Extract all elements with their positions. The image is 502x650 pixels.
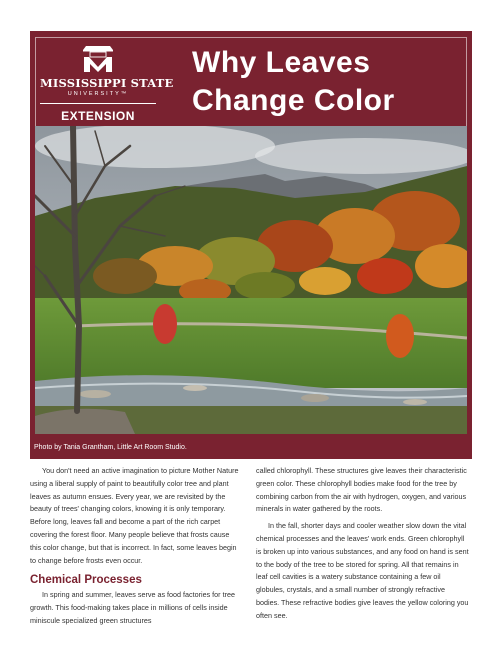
logo-extension: EXTENSION: [61, 109, 135, 123]
title-line-1: Why Leaves: [192, 46, 371, 79]
chemical-processes-paragraph: In spring and summer, leaves serve as food factories for tree growth. This food-making takes place in millions of cells inside miniscule specialized green structures: [30, 590, 235, 625]
title-line-2: Change Color: [192, 84, 395, 117]
msu-seal-icon: [78, 44, 118, 74]
landscape-illustration: [35, 126, 467, 434]
right-column: [256, 465, 470, 623]
autumn-landscape-photo: [35, 126, 467, 434]
section-heading-chemical-processes: Chemical Processes: [30, 574, 142, 587]
logo-divider: [40, 103, 156, 104]
page-title: [192, 44, 395, 120]
fall-paragraph: In the fall, shorter days and cooler weather slow down the vital chemical processes and the leaves' work ends. Green chlorophyll is broken up into various substances, and any food on hand is sent to the body of the tree to be stored for spring. All that remains in leaf cell cavities is a watery substance containing a few oil globules, crystals, and a small number of strongly refractive bodies. These refractive bodies give leaves the yellow coloring you often see.: [256, 521, 469, 620]
intro-paragraph: You don't need an active imagination to picture Mother Nature using a liberal supply of paint to beautifully color tree and plant leaves as autumn ensues. Every year, we are revisited by the beauty of trees' changing colors, knowing it is only temporary. Before long, leaves fall and become a part of the rich carpet covering the forest floor. Many people believe that frosts cause this color change, but that is incorrect. In fact, some leaves begin to change before frosts even occur.: [30, 466, 239, 565]
logo-university: UNIVERSITY™: [67, 91, 129, 97]
chlorophyll-paragraph: called chlorophyll. These structures give leaves their characteristic green color. These chlorophyll bodies make food for the tree by combining carbon from the air with hydrogen, oxygen, and various minerals in water gathered by the roots.: [256, 466, 467, 514]
photo-caption: Photo by Tania Grantham, Little Art Room Studio.: [34, 444, 187, 451]
left-column: [30, 465, 240, 628]
logo-mississippi-state: MISSISSIPPI STATE: [40, 76, 174, 90]
msu-extension-logo: [40, 44, 174, 123]
